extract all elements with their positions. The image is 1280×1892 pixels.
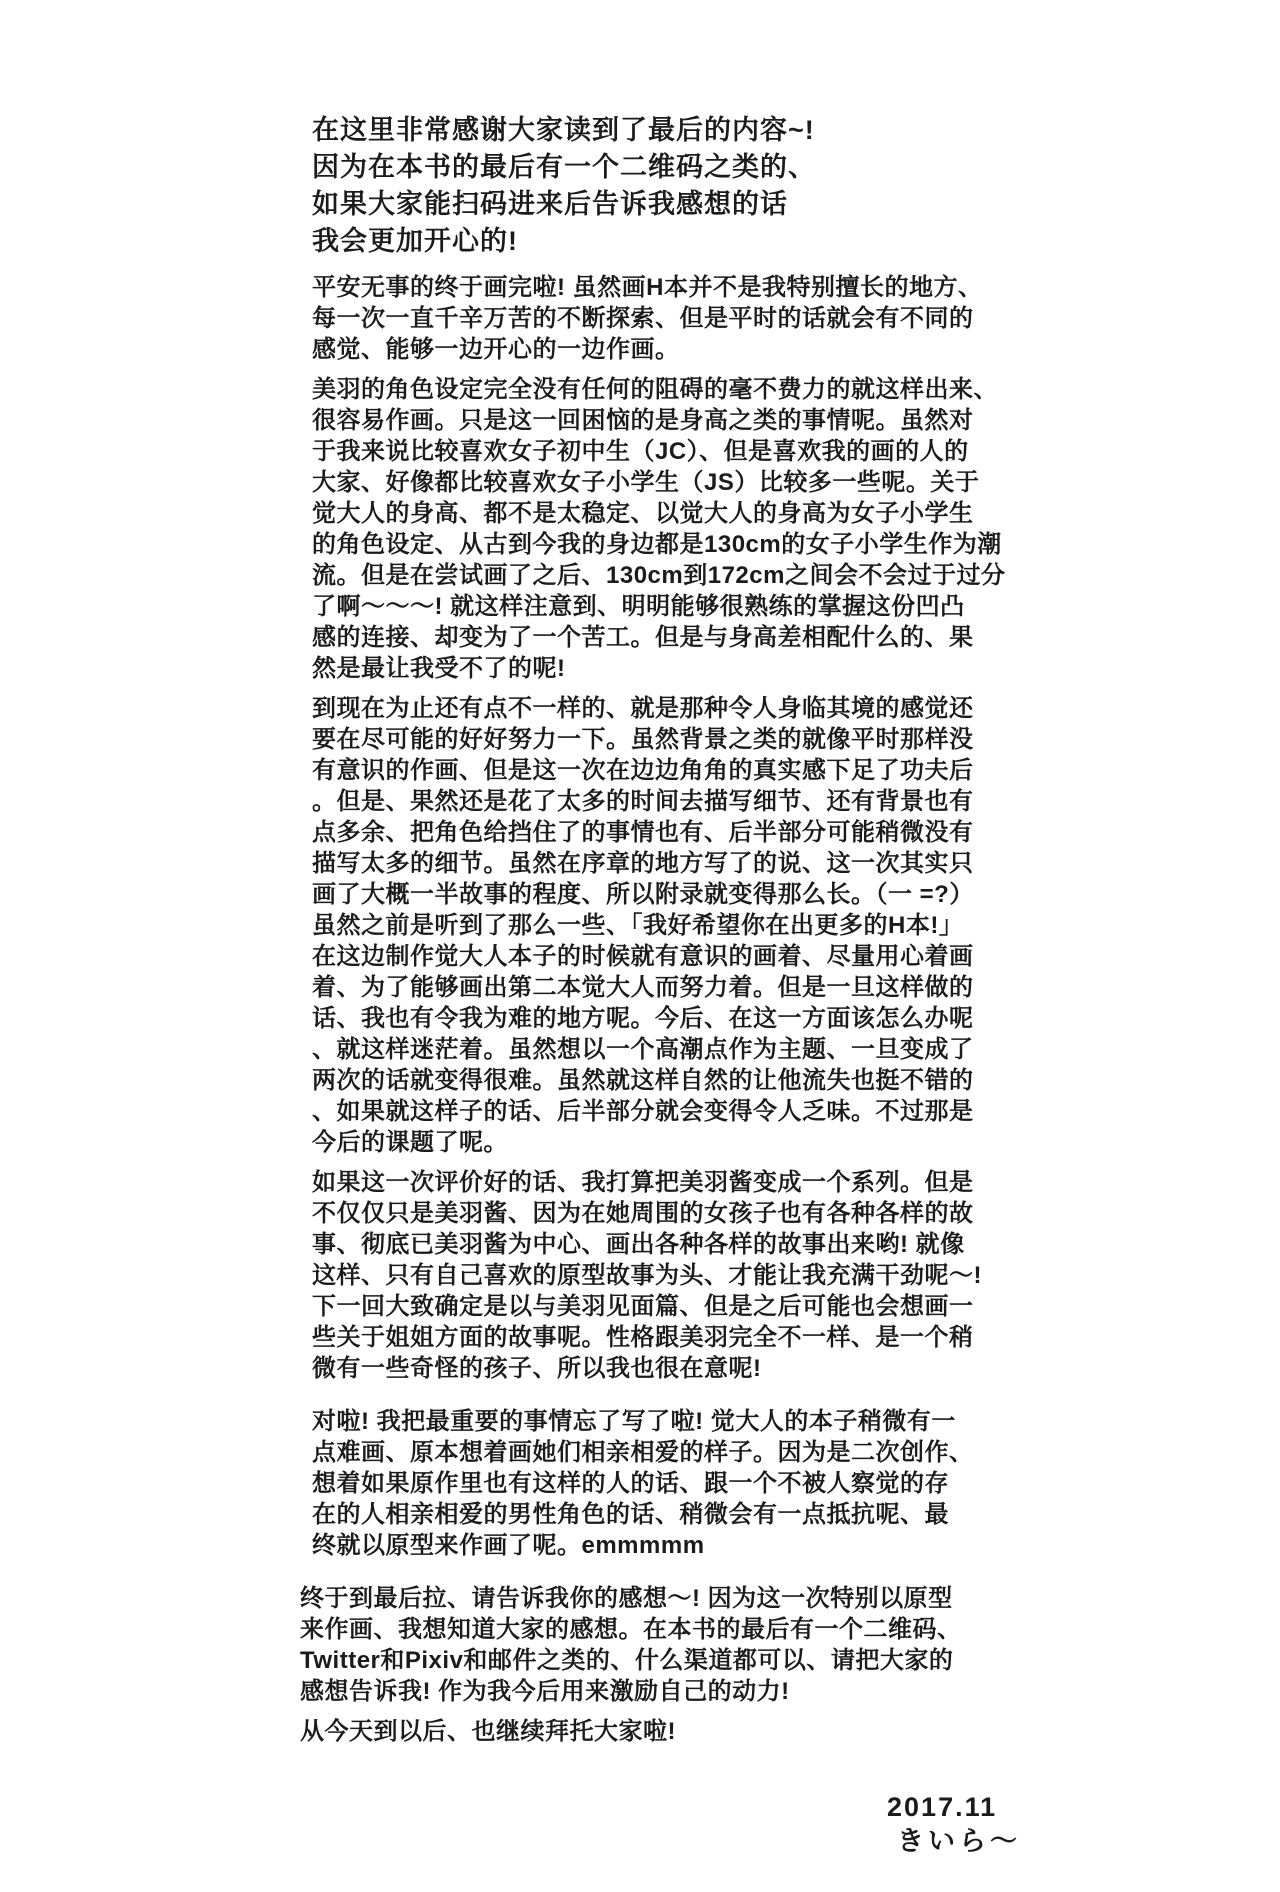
text-line: 我会更加开心的! <box>312 226 518 256</box>
signature-date: 2017.11 <box>887 1792 998 1822</box>
text-line: 下一回大致确定是以与美羽见面篇、但是之后可能也会想画一 <box>312 1293 974 1320</box>
text-line: 了啊～～～! 就这样注意到、明明能够很熟练的掌握这份凹凸 <box>312 593 965 620</box>
paragraph-series-plans <box>312 1167 1032 1384</box>
text-line: 终就以原型来作画了呢。emmmmm <box>312 1532 705 1559</box>
text-line: 每一次一直千辛万苦的不断探索、但是平时的话就会有不同的 <box>312 305 974 332</box>
text-line: 微有一些奇怪的孩子、所以我也很在意呢! <box>312 1355 762 1382</box>
afterword-text-block <box>300 112 1032 1892</box>
paragraph-details-and-background <box>312 693 1032 1158</box>
text-line: 在这里非常感谢大家读到了最后的内容~! <box>312 115 815 145</box>
text-line: 很容易作画。只是这一回困恼的是身高之类的事情呢。虽然对 <box>312 407 974 434</box>
text-line: 描写太多的细节。虽然在序章的地方写了的说、这一次其实只 <box>312 850 974 877</box>
text-line: 感想告诉我! 作为我今后用来激励自己的动力! <box>300 1678 790 1705</box>
text-line: 着、为了能够画出第二本觉大人而努力着。但是一旦这样做的 <box>312 974 974 1001</box>
text-line: 从今天到以后、也继续拜托大家啦! <box>300 1718 676 1745</box>
paragraph-forgot-important-thing <box>312 1406 1032 1561</box>
text-line: 两次的话就变得很难。虽然就这样自然的让他流失也挺不错的 <box>312 1067 974 1094</box>
text-line: 美羽的角色设定完全没有任何的阻碍的毫不费力的就这样出来、 <box>312 376 998 403</box>
text-line: 点难画、原本想着画她们相亲相爱的样子。因为是二次创作、 <box>312 1439 974 1466</box>
text-line: 、就这样迷茫着。虽然想以一个高潮点作为主题、一旦变成了 <box>312 1036 974 1063</box>
text-line: 不仅仅只是美羽酱、因为在她周围的女孩子也有各种各样的故 <box>312 1200 974 1227</box>
text-line: 来作画、我想知道大家的感想。在本书的最后有一个二维码、 <box>300 1616 962 1643</box>
text-line: 这样、只有自己喜欢的原型故事为头、才能让我充满干劲呢～! <box>312 1262 982 1289</box>
text-line: 点多余、把角色给挡住了的事情也有、后半部分可能稍微没有 <box>312 819 974 846</box>
text-line: 对啦! 我把最重要的事情忘了写了啦! 觉大人的本子稍微有一 <box>312 1408 956 1435</box>
text-line: 在这边制作觉大人本子的时候就有意识的画着、尽量用心着画 <box>312 943 974 970</box>
text-line: 终于到最后拉、请告诉我你的感想～! 因为这一次特别以原型 <box>300 1585 953 1612</box>
text-line: 大家、好像都比较喜欢女子小学生（JS）比较多一些呢。关于 <box>312 469 980 496</box>
signature-line <box>300 1756 1032 1892</box>
text-line: 虽然之前是听到了那么一些、「我好希望你在出更多的H本!」 <box>312 912 964 939</box>
text-line: 然是最让我受不了的呢! <box>312 655 566 682</box>
text-line: 话、我也有令我为难的地方呢。今后、在这一方面该怎么办呢 <box>312 1005 974 1032</box>
text-line: 今后的课题了呢。 <box>312 1129 508 1156</box>
text-line: 流。但是在尝试画了之后、130cm到172cm之间会不会过于过分 <box>312 562 1006 589</box>
text-line: 要在尽可能的好好努力一下。虽然背景之类的就像平时那样没 <box>312 726 974 753</box>
intro-paragraph <box>312 112 1032 260</box>
closing-line <box>300 1716 1032 1747</box>
paragraph-finished-drawing <box>312 272 1032 365</box>
text-line: 感觉、能够一边开心的一边作画。 <box>312 336 680 363</box>
text-line: 因为在本书的最后有一个二维码之类的、 <box>312 152 816 182</box>
text-line: 如果大家能扫码进来后告诉我感想的话 <box>312 189 788 219</box>
paragraph-character-height <box>312 374 1032 684</box>
text-line: 些关于姐姐方面的故事呢。性格跟美羽完全不一样、是一个稍 <box>312 1324 974 1351</box>
text-line: 有意识的作画、但是这一次在边边角角的真实感下足了功夫后 <box>312 757 974 784</box>
text-line: 平安无事的终于画完啦! 虽然画H本并不是我特别擅长的地方、 <box>312 274 983 301</box>
signature-author: きいら～ <box>897 1826 1022 1856</box>
text-line: 画了大概一半故事的程度、所以附录就变得那么长。（一 =?） <box>312 881 974 908</box>
text-line: Twitter和Pixiv和邮件之类的、什么渠道都可以、请把大家的 <box>300 1647 954 1674</box>
text-line: 在的人相亲相爱的男性角色的话、稍微会有一点抵抗呢、最 <box>312 1501 949 1528</box>
text-line: 于我来说比较喜欢女子初中生（JC）、但是喜欢我的画的人的 <box>312 438 969 465</box>
paragraph-please-send-feedback <box>300 1583 1032 1707</box>
text-line: 的角色设定、从古到今我的身边都是130cm的女子小学生作为潮 <box>312 531 1002 558</box>
text-line: 觉大人的身高、都不是太稳定、以觉大人的身高为女子小学生 <box>312 500 974 527</box>
text-line: 、如果就这样子的话、后半部分就会变得令人乏味。不过那是 <box>312 1098 974 1125</box>
text-line: 如果这一次评价好的话、我打算把美羽酱变成一个系列。但是 <box>312 1169 974 1196</box>
text-line: 。但是、果然还是花了太多的时间去描写细节、还有背景也有 <box>312 788 974 815</box>
text-line: 想着如果原作里也有这样的人的话、跟一个不被人察觉的存 <box>312 1470 949 1497</box>
text-line: 到现在为止还有点不一样的、就是那种令人身临其境的感觉还 <box>312 695 974 722</box>
text-line: 感的连接、却变为了一个苦工。但是与身高差相配什么的、果 <box>312 624 974 651</box>
text-line: 事、彻底已美羽酱为中心、画出各种各样的故事出来哟! 就像 <box>312 1231 965 1258</box>
